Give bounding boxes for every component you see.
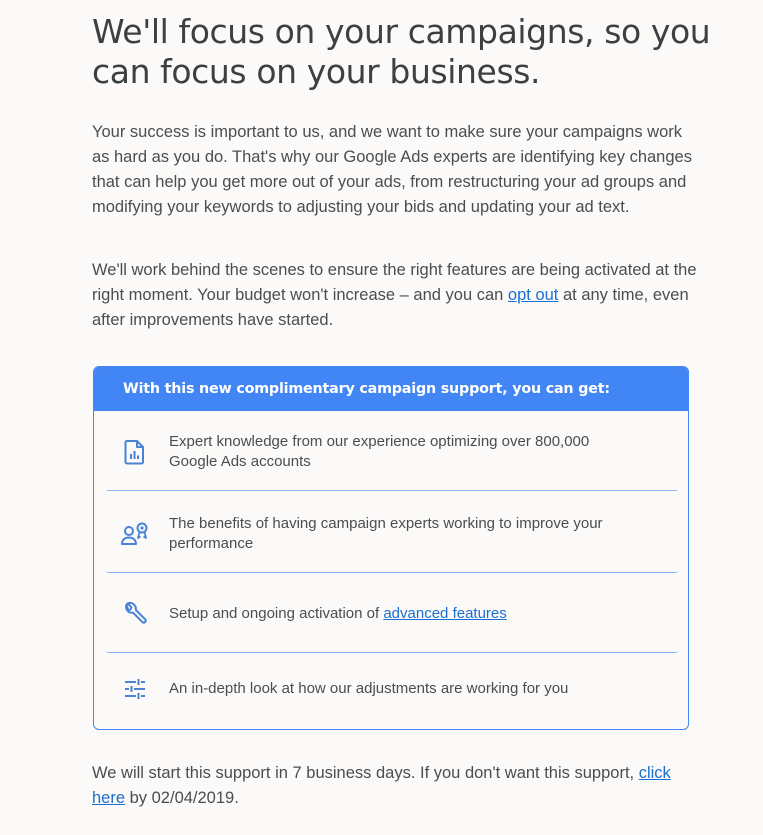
benefits-card-header: With this new complimentary campaign support, you can get: [94,367,688,411]
report-chart-icon [107,439,169,465]
benefit-item-text: Expert knowledge from our experience optimizing over 800,000 Google Ads accounts [169,433,590,470]
benefit-item-adjustments [107,663,677,715]
benefit-item-advanced-features [107,585,677,642]
benefits-card [93,366,689,730]
footer-date-text: by 02/04/2019. [125,789,239,807]
behind-scenes-text: We'll work behind the scenes to ensure the right features are being activated at the right moment. Your budget won't increase – and you can [92,261,697,304]
opt-out-link[interactable]: opt out [507,286,559,304]
divider [107,572,677,573]
behind-scenes-paragraph [92,258,702,333]
benefit-item-text [169,604,677,624]
intro-paragraph: Your success is important to us, and we want to make sure your campaigns work as hard as you do. That's why our Google Ads experts are identifying key changes that can help you get more out of your ads, from restructuring your ad groups and modifying your keywords to adjusting your bids and updating your ad text. [92,123,692,216]
click-here-link[interactable]: click here [92,764,671,807]
advanced-features-link[interactable]: advanced features [383,604,507,622]
benefit-item-text-start: Setup and ongoing activation of [169,604,384,622]
divider [107,652,677,653]
benefit-item-text: The benefits of having campaign experts working to improve your performance [169,515,603,552]
wrench-icon [107,601,169,627]
benefit-item-expert-knowledge [107,421,677,483]
footer-paragraph [92,761,702,811]
tune-sliders-icon [107,678,169,700]
benefit-item-text: An in-depth look at how our adjustments are working for you [169,680,569,697]
behind-scenes-text-end: at any time, even after improvements have started. [92,286,689,329]
divider [107,490,677,491]
headline: We'll focus on your campaigns, so you can focus on your business. [92,12,711,91]
benefit-item-campaign-experts [107,503,677,565]
expert-badge-icon [107,520,169,548]
footer-text: We will start this support in 7 business days. If you don't want this support, [92,764,639,782]
